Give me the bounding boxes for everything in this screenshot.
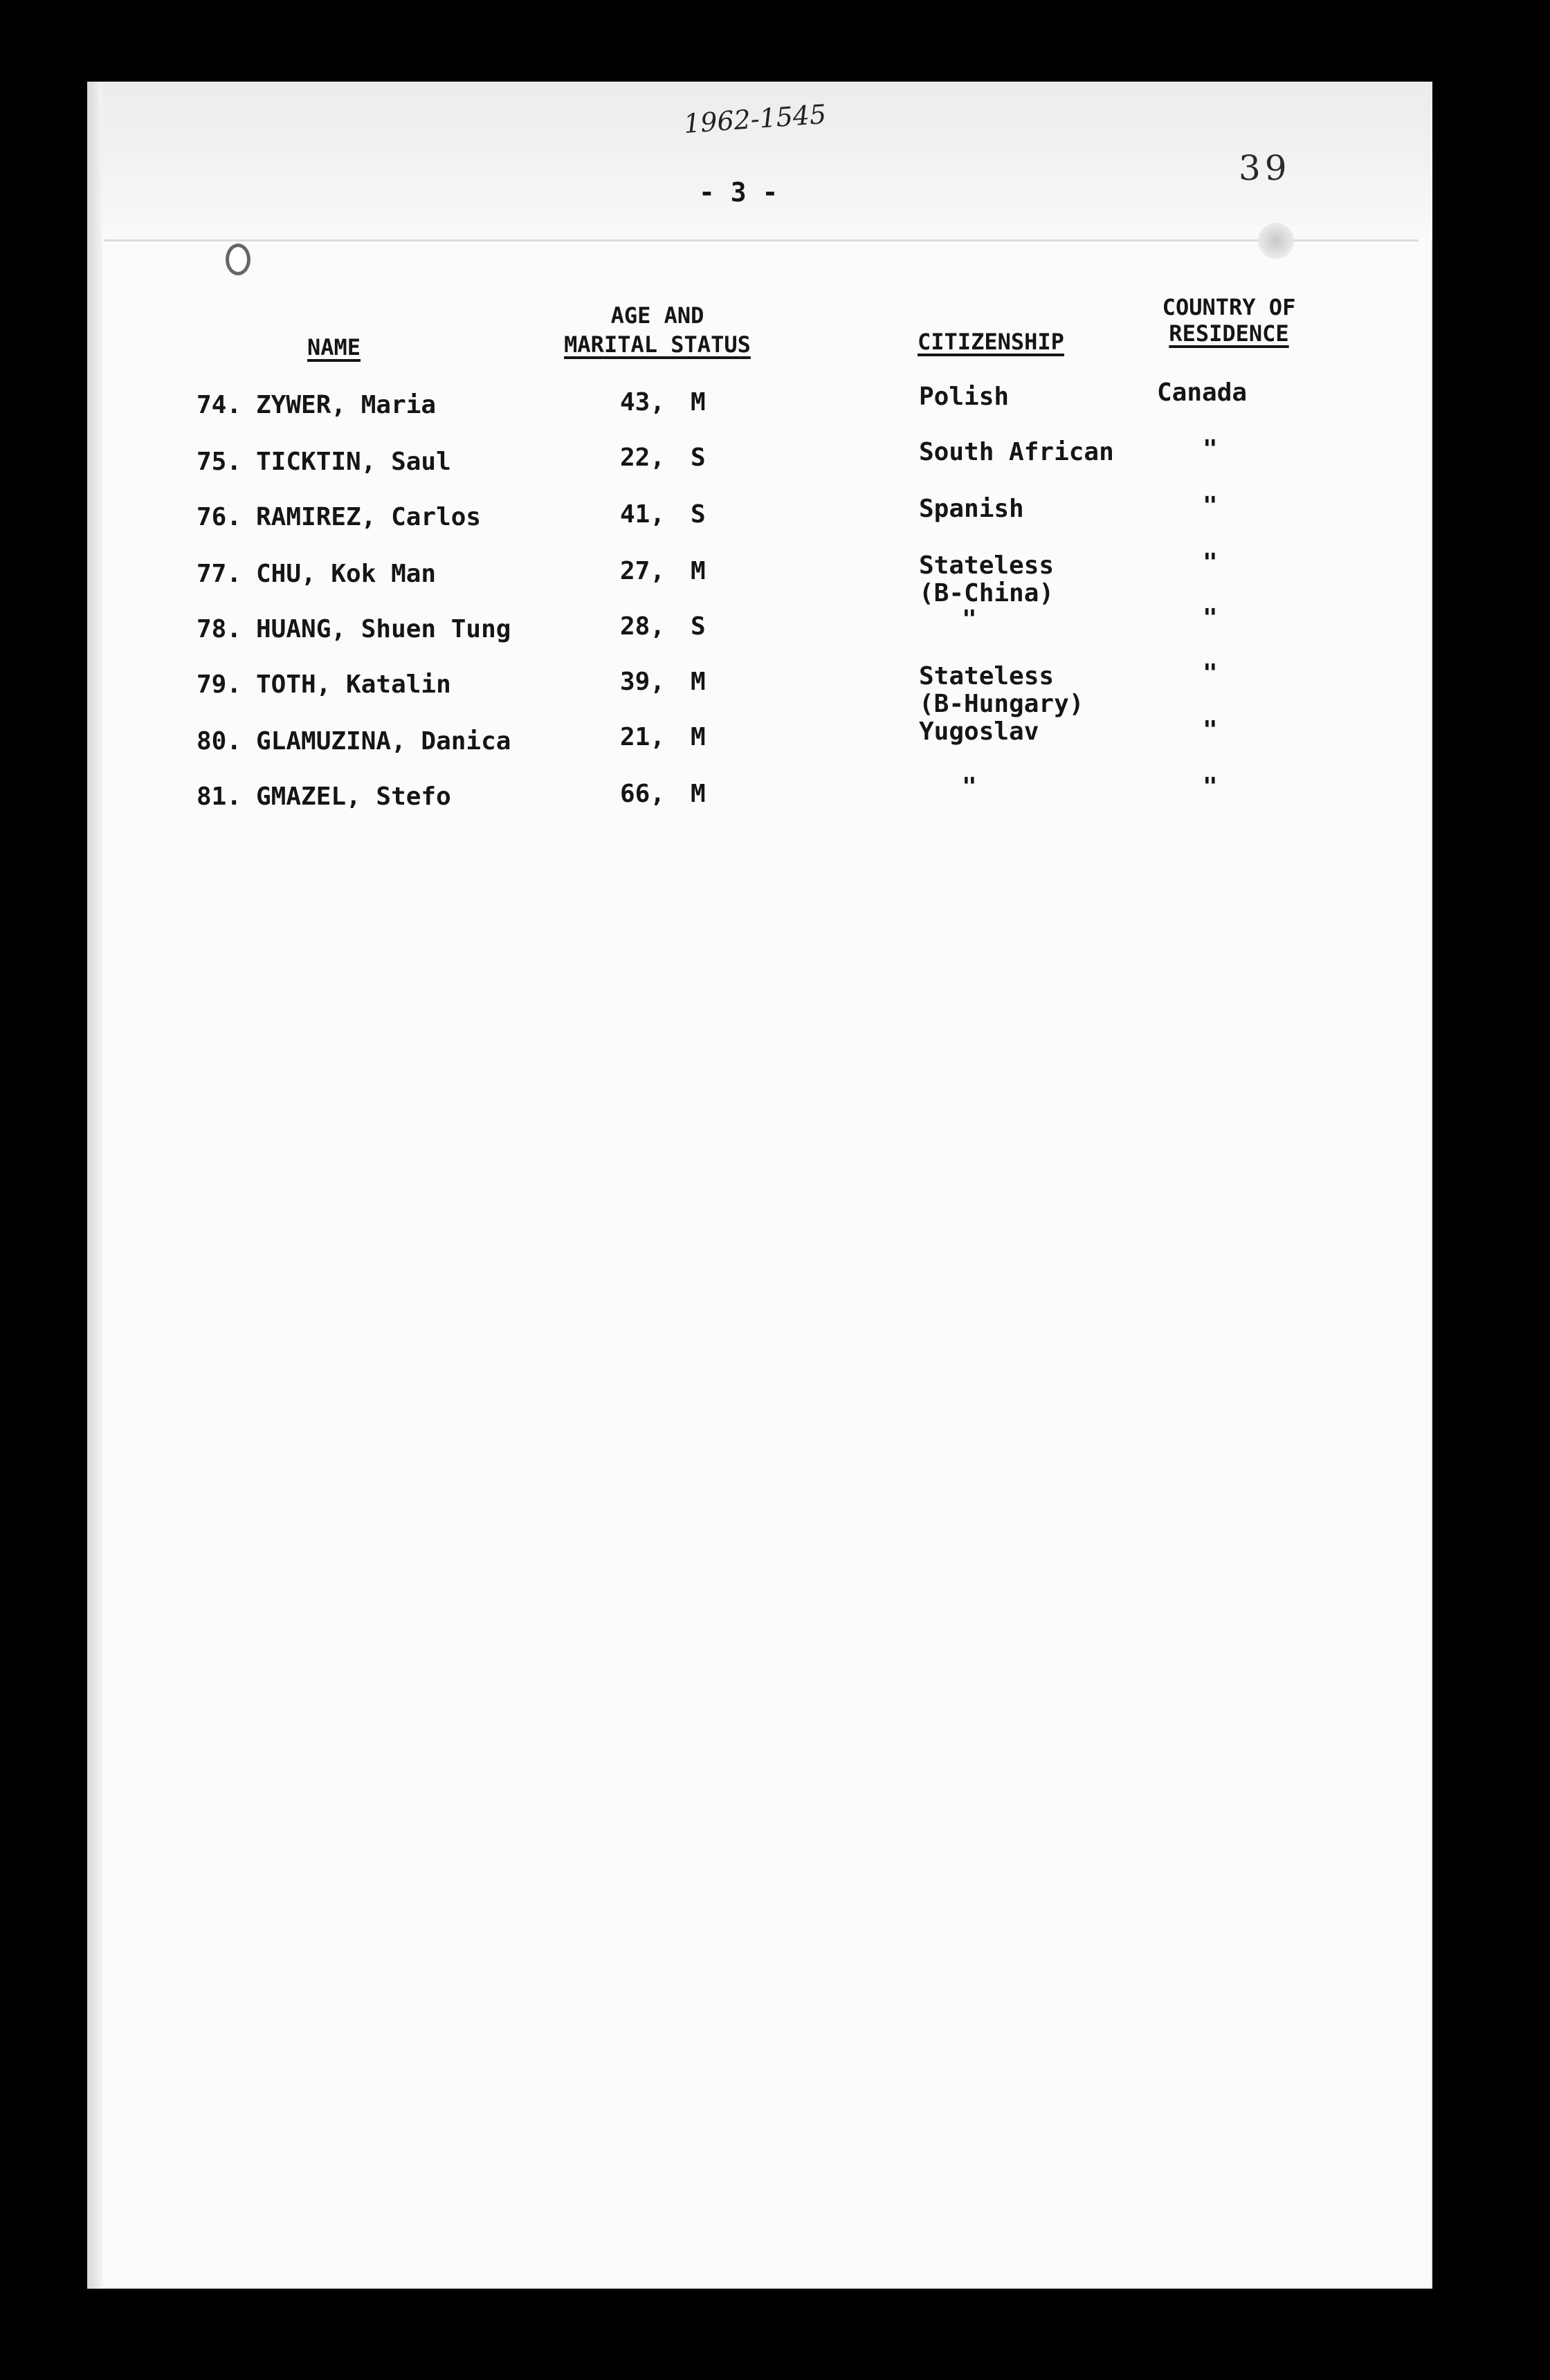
row-number: 76.	[197, 503, 242, 531]
row-citizenship: "	[962, 605, 977, 634]
row-name: TICKTIN, Saul	[256, 448, 451, 476]
row-age: 66,	[620, 780, 666, 808]
header-age-line1: AGE AND	[610, 302, 704, 329]
handwritten-reference: 1962-1545	[682, 98, 828, 140]
row-status: M	[691, 388, 706, 416]
row-age: 39,	[620, 668, 666, 696]
row-name: GMAZEL, Stefo	[256, 782, 451, 811]
row-citizenship: South African	[919, 438, 1114, 466]
header-country-line2: RESIDENCE	[1169, 320, 1289, 347]
row-status: M	[691, 723, 706, 751]
page-left-edge	[87, 82, 102, 2289]
row-country: "	[1203, 549, 1218, 577]
row-citizenship-detail: (B-China)	[919, 579, 1055, 607]
row-name: RAMIREZ, Carlos	[256, 503, 482, 531]
row-name: ZYWER, Maria	[256, 391, 437, 419]
row-name: GLAMUZINA, Danica	[256, 727, 511, 756]
stamped-page-number: 39	[1239, 148, 1291, 188]
row-name: HUANG, Shuen Tung	[256, 615, 511, 643]
row-citizenship: Stateless	[919, 662, 1055, 690]
row-number: 77.	[197, 560, 242, 588]
row-country: "	[1203, 435, 1218, 464]
row-age: 28,	[620, 612, 666, 641]
row-citizenship: Yugoslav	[919, 717, 1039, 746]
row-citizenship: Stateless	[919, 551, 1055, 580]
row-citizenship: "	[962, 773, 977, 801]
row-number: 79.	[197, 670, 242, 699]
row-citizenship: Spanish	[919, 495, 1024, 523]
header-age-line2: MARITAL STATUS	[564, 331, 751, 358]
row-country: "	[1203, 716, 1218, 744]
header-country-line1: COUNTRY OF	[1162, 294, 1296, 320]
row-number: 75.	[197, 448, 242, 476]
header-name: NAME	[307, 334, 361, 360]
row-name: TOTH, Katalin	[256, 670, 451, 699]
row-age: 41,	[620, 500, 666, 529]
row-number: 80.	[197, 727, 242, 756]
row-age: 22,	[620, 443, 666, 472]
row-status: M	[691, 780, 706, 808]
row-status: S	[691, 612, 706, 641]
row-status: S	[691, 500, 706, 529]
row-name: CHU, Kok Man	[256, 560, 437, 588]
smudge-mark	[1258, 223, 1294, 259]
row-country: "	[1203, 604, 1218, 632]
row-citizenship: Polish	[919, 383, 1010, 411]
row-number: 81.	[197, 782, 242, 811]
row-age: 43,	[620, 388, 666, 416]
row-status: M	[691, 668, 706, 696]
row-age: 21,	[620, 723, 666, 751]
row-country: "	[1203, 659, 1218, 688]
row-country: Canada	[1157, 378, 1248, 407]
page-fold-line	[104, 239, 1419, 241]
row-number: 78.	[197, 615, 242, 643]
row-age: 27,	[620, 557, 666, 585]
header-citizenship: CITIZENSHIP	[918, 329, 1064, 355]
page-marker: - 3 -	[699, 177, 778, 208]
punch-hole	[226, 244, 250, 275]
row-status: S	[691, 443, 706, 472]
row-number: 74.	[197, 391, 242, 419]
row-citizenship-detail: (B-Hungary)	[919, 690, 1084, 718]
row-status: M	[691, 557, 706, 585]
row-country: "	[1203, 773, 1218, 801]
row-country: "	[1203, 492, 1218, 520]
